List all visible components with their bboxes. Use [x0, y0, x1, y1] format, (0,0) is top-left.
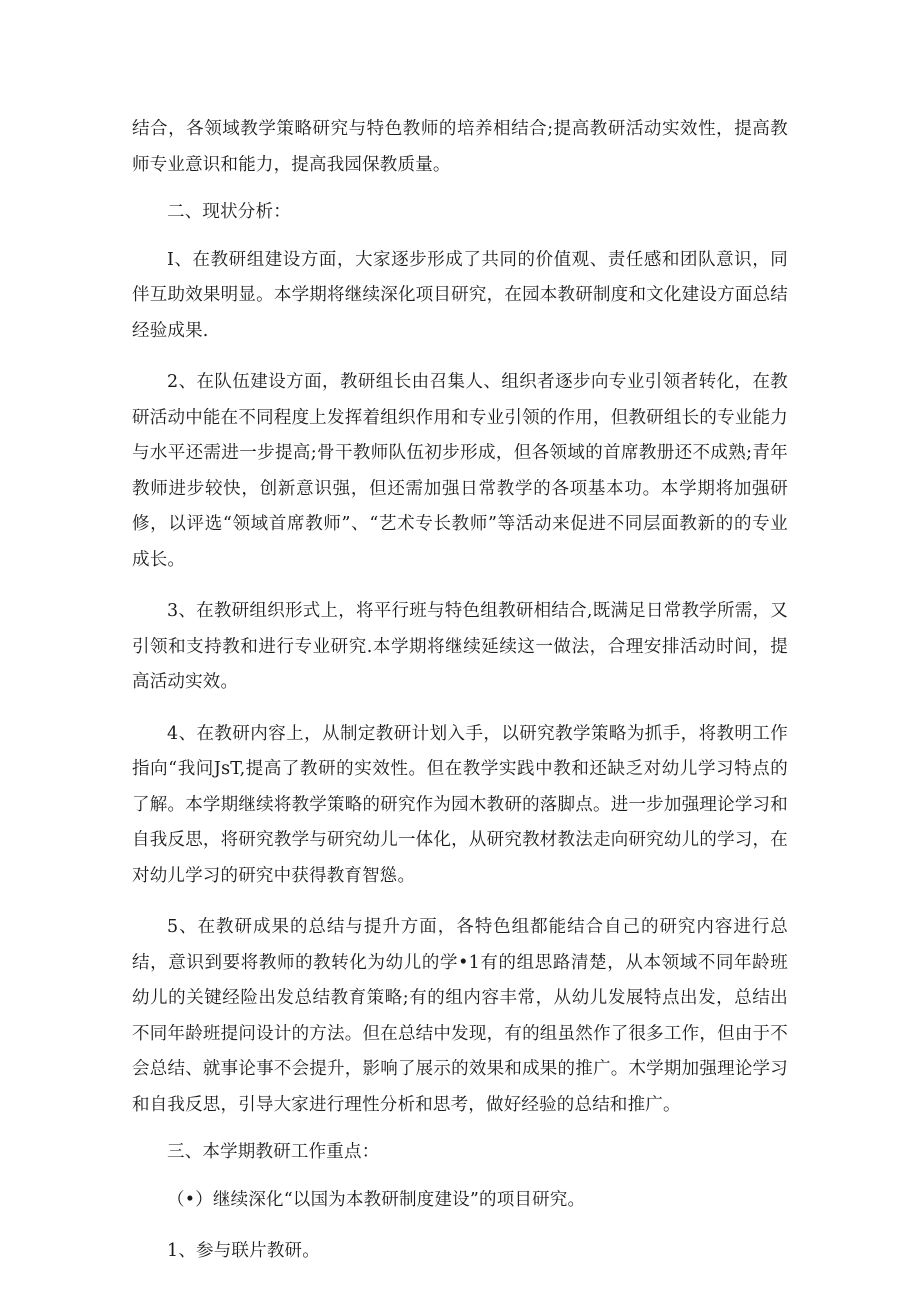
- paragraph-item-5: 5、在教研成果的总结与提升方面，各特色组都能结合自己的研究内容进行总结，意识到要将教师的教转化为幼儿的学•1有的组思路清楚，从本领域不同年龄班幼儿的关键经险出发总结教育策略;有的组内容丰常，从幼儿发展特点出发，总结出不同年龄班提问设计的方法。但在总结中发现，有的组虽然作了很多工作，但由于不会总结、就事论事不会提升，影响了展示的效果和成果的推广。木学期加强理论学习和自我反思，引导大家进行理性分析和思考，做好经验的总结和推广。: [132, 917, 788, 1115]
- heading-term-focus: 三、本学期教研工作重点：: [167, 1142, 380, 1162]
- paragraph-joint-research: 1、参与联片教研。: [167, 1241, 320, 1261]
- paragraph-item-2: 2、在队伍建设方面，教研组长由召集人、组织者逐步向专业引领者转化，在教研活动中能在不同程度上发挥着组织作用和专业引领的作用，但教研组长的专业能力与水平还需进一步提高;骨干教师队伍初步形成，但各领域的首席教册还不成熟;青年教师进步较快，创新意识强，但还需加强日常教学的各项基本功。本学期将加强研修，以评选“领域首席教师”、“艺术专长教师”等活动来促进不同层面教新的的专业成长。: [132, 372, 788, 570]
- document-page: [132, 112, 788, 1270]
- subheading-project-research: （•）继续深化“以国为本教研制度建设”的项目研究。: [167, 1189, 586, 1210]
- heading-status-analysis: 二、现状分析：: [167, 202, 291, 222]
- paragraph-item-1: I、在教研组建设方面，大家逐步形成了共同的价值观、责任感和团队意识，同伴互助效果明显。本学期将继续深化项目研究，在园本教研制度和文化建设方面总结经验成果.: [132, 249, 788, 341]
- paragraph-item-3: 3、在教研组织形式上，将平行班与特色组教研相结合,既满足日常教学所需，又引领和支持教和进行专业研究.本学期将继续延续这一做法，合理安排活动时间，提高活动实效。: [132, 601, 788, 692]
- paragraph-intro-continuation: 结合，各领域教学策略研究与特色教师的培养相结合;提高教研活动实效性，提高教师专业意识和能力，提高我园保教质量。: [132, 119, 788, 175]
- paragraph-item-4: 4、在教研内容上，从制定教研计划入手，以研究教学策略为抓手，将教明工作指向“我问JsT,提高了教研的实效性。但在教学实践中教和还缺乏对幼儿学习特点的了解。本学期继续将教学策略的研究作为园木教研的落脚点。进一步加强理论学习和自我反思，将研究教学与研究幼儿一体化，从研究教材教法走向研究幼儿的学习，在对幼儿学习的研究中获得教育智慫。: [132, 723, 788, 886]
